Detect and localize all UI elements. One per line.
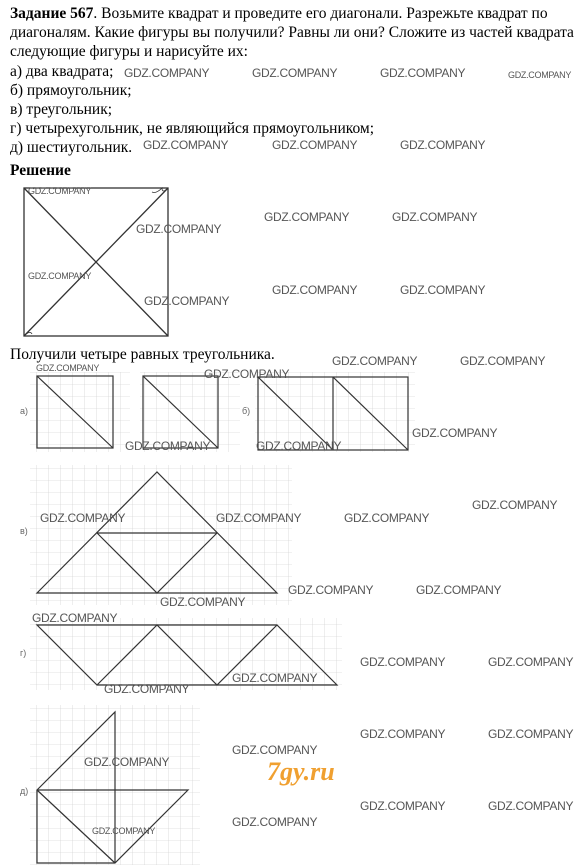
watermark: GDZ.COMPANY — [264, 210, 350, 224]
task-item-d: г) четырехугольник, не являющийся прямоугольником; — [10, 120, 375, 138]
watermark: GDZ.COMPANY — [488, 727, 574, 741]
watermark: GDZ.COMPANY — [104, 682, 190, 696]
watermark: GDZ.COMPANY — [232, 815, 318, 829]
watermark: GDZ.COMPANY — [360, 727, 446, 741]
watermark: GDZ.COMPANY — [252, 66, 338, 80]
watermark: GDZ.COMPANY — [92, 826, 156, 836]
watermark: GDZ.COMPANY — [204, 367, 290, 381]
task-item-b: б) прямоугольник; — [10, 81, 132, 99]
watermark: GDZ.COMPANY — [272, 138, 358, 152]
watermark: GDZ.COMPANY — [32, 611, 118, 625]
label-d: г) — [20, 648, 27, 658]
watermark: GDZ.COMPANY — [232, 671, 318, 685]
solution-heading: Решение — [10, 162, 71, 179]
task-intro: . Возьмите квадрат и проведите его диагонали. Разрежьте квадрат по диагоналям. Какие фигуры вы получили? Равны ли они? Сложите из частей квадрата следующие фигуры и нарисуйте их: — [10, 5, 574, 61]
watermark: GDZ.COMPANY — [40, 511, 126, 525]
watermark: GDZ.COMPANY — [36, 363, 100, 373]
label-a: а) — [20, 406, 29, 416]
watermark: GDZ.COMPANY — [400, 283, 486, 297]
watermark: GDZ.COMPANY — [144, 294, 230, 308]
watermark: GDZ.COMPANY — [472, 498, 558, 512]
label-e: д) — [20, 786, 29, 796]
site-logo[interactable]: 7gy.ru — [267, 757, 335, 786]
grid-c — [30, 465, 292, 605]
task-item-e: д) шестиугольник. — [10, 139, 133, 157]
task-title: Задание 567 — [10, 5, 94, 22]
task-item-c: в) треугольник; — [10, 101, 113, 119]
watermark: GDZ.COMPANY — [488, 799, 574, 813]
task-item-a: а) два квадрата; — [10, 62, 114, 80]
watermark: GDZ.COMPANY — [124, 66, 210, 80]
watermark: GDZ.COMPANY — [400, 138, 486, 152]
watermark: GDZ.COMPANY — [136, 222, 222, 236]
watermark: GDZ.COMPANY — [216, 511, 302, 525]
label-c: в) — [20, 526, 28, 536]
watermark: GDZ.COMPANY — [360, 655, 446, 669]
watermark: GDZ.COMPANY — [508, 70, 572, 80]
watermark: GDZ.COMPANY — [232, 743, 318, 757]
watermark: GDZ.COMPANY — [84, 755, 170, 769]
watermark: GDZ.COMPANY — [143, 138, 229, 152]
watermark: GDZ.COMPANY — [256, 439, 342, 453]
watermark: GDZ.COMPANY — [160, 595, 246, 609]
watermark: GDZ.COMPANY — [360, 799, 446, 813]
watermark: GDZ.COMPANY — [380, 66, 466, 80]
watermark: GDZ.COMPANY — [125, 439, 211, 453]
watermark: GDZ.COMPANY — [28, 271, 92, 281]
watermark: GDZ.COMPANY — [460, 354, 546, 368]
watermark: GDZ.COMPANY — [392, 210, 478, 224]
label-b: б) — [242, 406, 251, 416]
watermark: GDZ.COMPANY — [412, 426, 498, 440]
watermark: GDZ.COMPANY — [288, 583, 374, 597]
watermark: GDZ.COMPANY — [488, 655, 574, 669]
watermark: GDZ.COMPANY — [344, 511, 430, 525]
result-text: Получили четыре равных треугольника. — [10, 346, 275, 363]
watermark: GDZ.COMPANY — [272, 283, 358, 297]
square-with-diagonals — [24, 188, 168, 336]
watermark: GDZ.COMPANY — [28, 186, 92, 196]
watermark: GDZ.COMPANY — [332, 354, 418, 368]
watermark: GDZ.COMPANY — [416, 583, 502, 597]
